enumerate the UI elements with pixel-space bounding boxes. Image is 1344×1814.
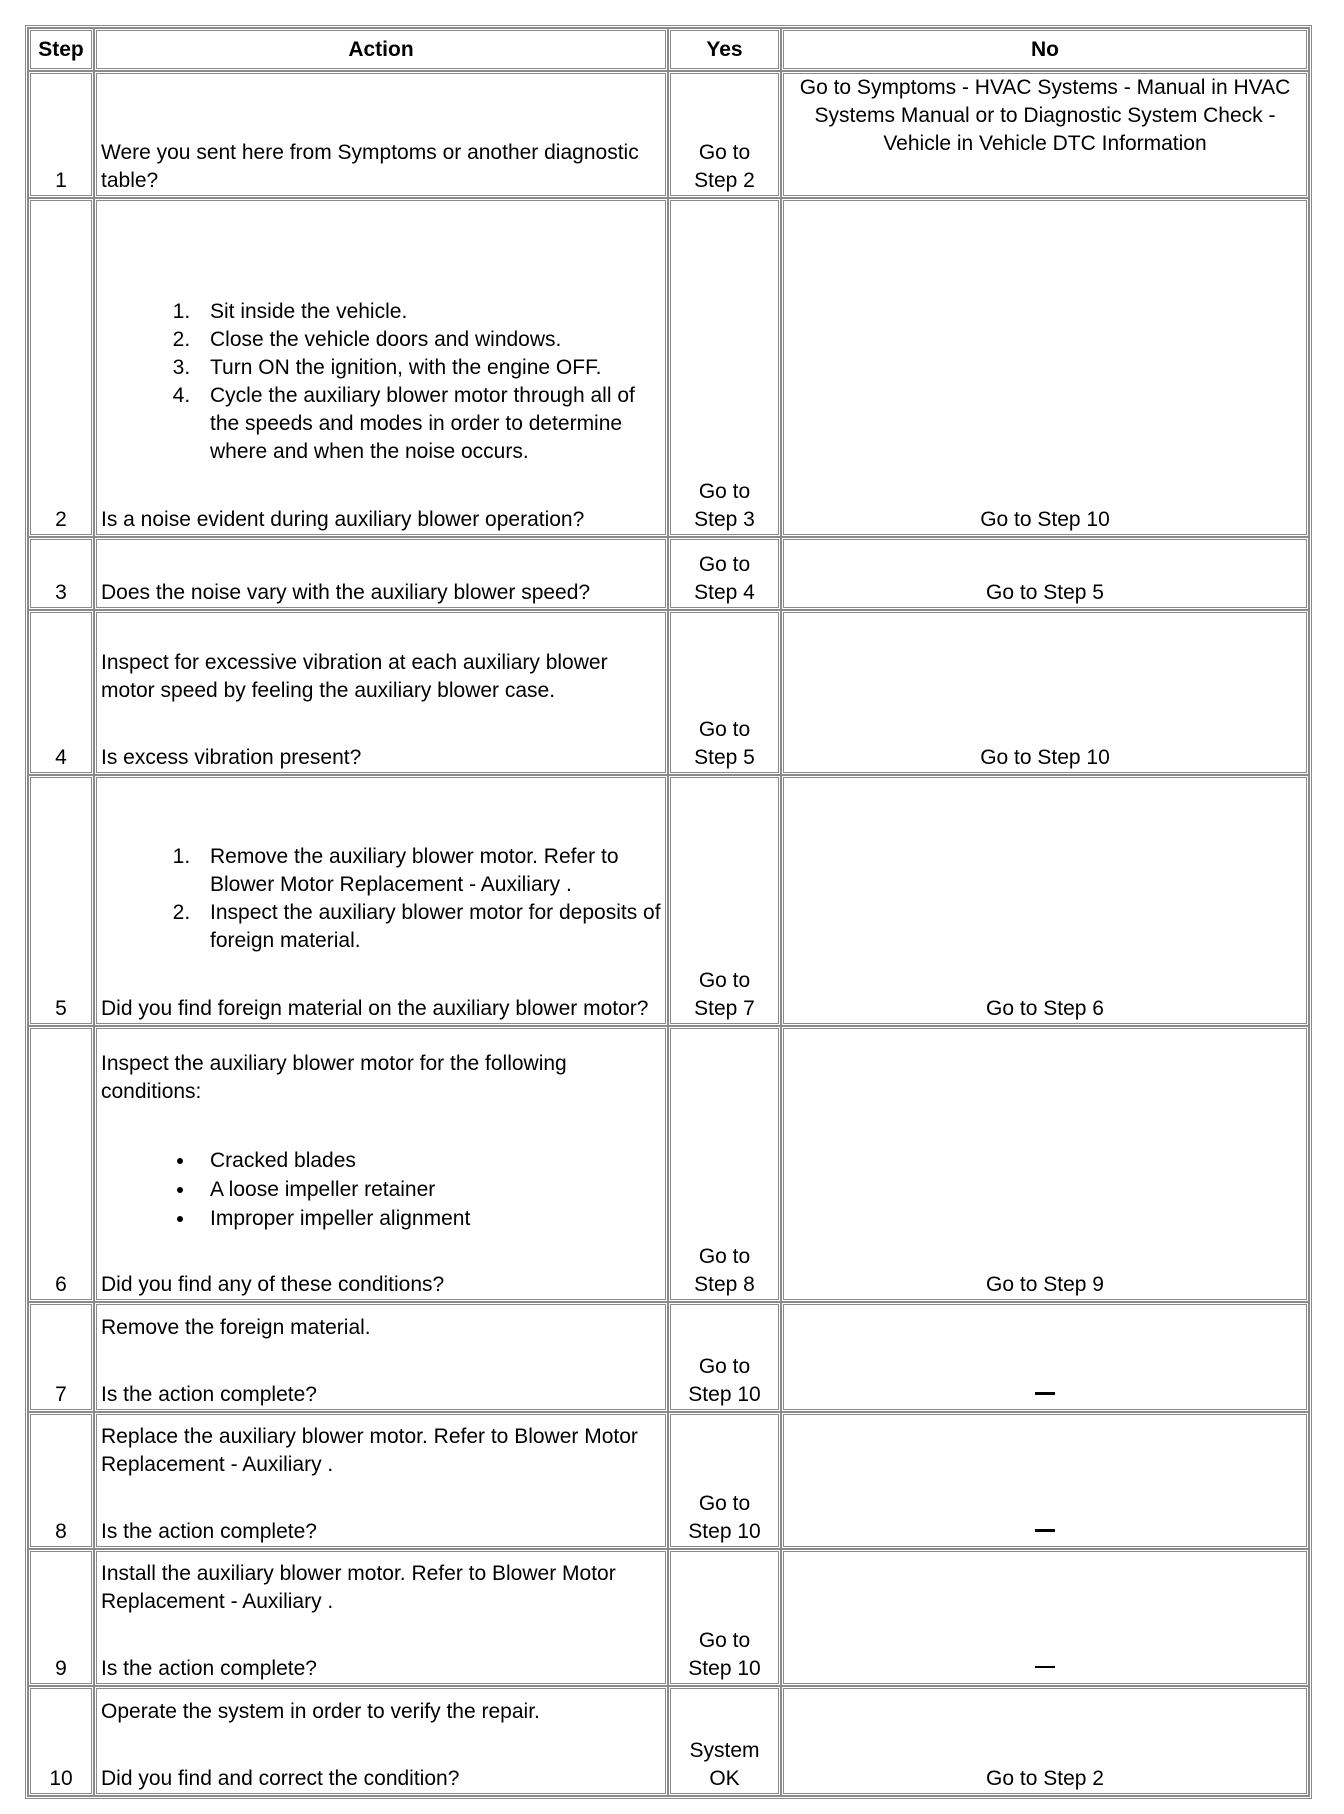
action-text: Operate the system in order to verify the repair. bbox=[101, 1700, 540, 1723]
action-question: Does the noise vary with the auxiliary blower speed? bbox=[101, 581, 591, 604]
table-row bbox=[28, 198, 1309, 537]
action-question: Is the action complete? bbox=[101, 1383, 317, 1406]
header-yes: Yes bbox=[668, 28, 781, 71]
condition-list bbox=[101, 1146, 661, 1233]
action-question: Is the action complete? bbox=[101, 1520, 317, 1543]
yes-cell[interactable]: Go to Step 10 bbox=[668, 1302, 781, 1412]
action-step: 2. Inspect the auxiliary blower motor for deposits of foreign material. bbox=[196, 899, 661, 955]
table-row bbox=[28, 1026, 1309, 1302]
step-number: 6 bbox=[28, 1026, 94, 1302]
no-cell[interactable]: Go to Step 2 bbox=[781, 1686, 1309, 1796]
step-number: 10 bbox=[28, 1686, 94, 1796]
no-cell[interactable]: Go to Symptoms - HVAC Systems - Manual in HVAC Systems Manual or to Diagnostic System Check - Vehicle in Vehicle DTC Information bbox=[781, 71, 1309, 198]
action-cell bbox=[94, 775, 668, 1026]
no-cell bbox=[781, 1302, 1309, 1412]
step-number: 8 bbox=[28, 1412, 94, 1549]
no-cell bbox=[781, 1549, 1309, 1686]
step-number: 2 bbox=[28, 198, 94, 537]
table-row bbox=[28, 610, 1309, 775]
yes-cell[interactable]: Go to Step 2 bbox=[668, 71, 781, 198]
action-step: 1. Remove the auxiliary blower motor. Refer to Blower Motor Replacement - Auxiliary . bbox=[196, 843, 661, 899]
action-question: Did you find any of these conditions? bbox=[101, 1273, 445, 1296]
action-cell bbox=[94, 1686, 668, 1796]
action-text: Remove the foreign material. bbox=[101, 1316, 371, 1339]
table-row bbox=[28, 71, 1309, 198]
yes-cell[interactable]: Go to Step 4 bbox=[668, 537, 781, 610]
table-row bbox=[28, 1412, 1309, 1549]
yes-cell[interactable]: Go to Step 10 bbox=[668, 1412, 781, 1549]
no-cell bbox=[781, 1412, 1309, 1549]
action-cell bbox=[94, 1302, 668, 1412]
no-cell[interactable]: Go to Step 9 bbox=[781, 1026, 1309, 1302]
action-question: Is a noise evident during auxiliary blower operation? bbox=[101, 508, 585, 531]
step-number: 7 bbox=[28, 1302, 94, 1412]
action-text: Inspect the auxiliary blower motor for the following conditions: bbox=[101, 1052, 567, 1103]
yes-cell[interactable]: Go to Step 3 bbox=[668, 198, 781, 537]
table-row bbox=[28, 1686, 1309, 1796]
not-applicable-dash bbox=[1035, 1666, 1055, 1668]
action-steps bbox=[101, 298, 661, 466]
action-text: Were you sent here from Symptoms or another diagnostic table? bbox=[101, 141, 639, 192]
action-text: Replace the auxiliary blower motor. Refer to Blower Motor Replacement - Auxiliary . bbox=[101, 1425, 638, 1476]
condition-item: • Cracked blades bbox=[196, 1146, 661, 1175]
action-step: 1. Sit inside the vehicle. bbox=[196, 298, 661, 326]
header-row bbox=[28, 28, 1309, 71]
yes-cell[interactable]: System OK bbox=[668, 1686, 781, 1796]
yes-cell[interactable]: Go to Step 5 bbox=[668, 610, 781, 775]
action-cell bbox=[94, 198, 668, 537]
action-cell bbox=[94, 71, 668, 198]
yes-cell[interactable]: Go to Step 7 bbox=[668, 775, 781, 1026]
action-question: Is the action complete? bbox=[101, 1657, 317, 1680]
table-row bbox=[28, 1549, 1309, 1686]
condition-item: • A loose impeller retainer bbox=[196, 1175, 661, 1204]
action-cell bbox=[94, 1412, 668, 1549]
yes-cell[interactable]: Go to Step 8 bbox=[668, 1026, 781, 1302]
table-row bbox=[28, 537, 1309, 610]
action-cell bbox=[94, 610, 668, 775]
step-number: 5 bbox=[28, 775, 94, 1026]
action-question: Is excess vibration present? bbox=[101, 746, 362, 769]
action-step: 2. Close the vehicle doors and windows. bbox=[196, 326, 661, 354]
action-cell bbox=[94, 537, 668, 610]
action-question: Did you find foreign material on the auxiliary blower motor? bbox=[101, 997, 649, 1020]
action-step: 4. Cycle the auxiliary blower motor through all of the speeds and modes in order to determine where and when the noise occurs. bbox=[196, 382, 661, 466]
step-number: 9 bbox=[28, 1549, 94, 1686]
action-text: Inspect for excessive vibration at each auxiliary blower motor speed by feeling the auxiliary blower case. bbox=[101, 651, 608, 702]
step-number: 1 bbox=[28, 71, 94, 198]
no-cell[interactable]: Go to Step 10 bbox=[781, 610, 1309, 775]
table-row bbox=[28, 775, 1309, 1026]
no-cell[interactable]: Go to Step 6 bbox=[781, 775, 1309, 1026]
step-number: 3 bbox=[28, 537, 94, 610]
table-row bbox=[28, 1302, 1309, 1412]
header-no: No bbox=[781, 28, 1309, 71]
diagnostic-table bbox=[25, 25, 1312, 1799]
action-question: Did you find and correct the condition? bbox=[101, 1767, 460, 1790]
header-action: Action bbox=[94, 28, 668, 71]
header-step: Step bbox=[28, 28, 94, 71]
action-text: Install the auxiliary blower motor. Refer to Blower Motor Replacement - Auxiliary . bbox=[101, 1562, 616, 1613]
step-number: 4 bbox=[28, 610, 94, 775]
no-cell[interactable]: Go to Step 10 bbox=[781, 198, 1309, 537]
condition-item: • Improper impeller alignment bbox=[196, 1204, 661, 1233]
not-applicable-dash bbox=[1035, 1392, 1055, 1395]
not-applicable-dash bbox=[1035, 1529, 1055, 1532]
yes-cell[interactable]: Go to Step 10 bbox=[668, 1549, 781, 1686]
no-cell[interactable]: Go to Step 5 bbox=[781, 537, 1309, 610]
action-cell bbox=[94, 1549, 668, 1686]
action-cell bbox=[94, 1026, 668, 1302]
action-steps bbox=[101, 843, 661, 955]
action-step: 3. Turn ON the ignition, with the engine OFF. bbox=[196, 354, 661, 382]
